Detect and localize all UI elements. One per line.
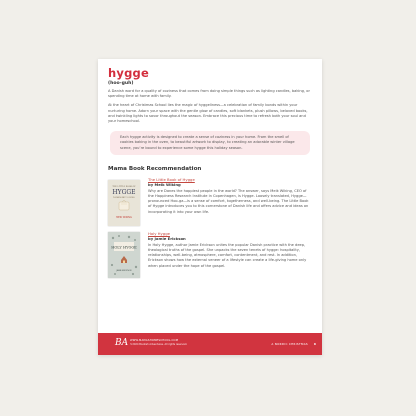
book-description: In Holy Hygge, author Jamie Erickson unites the popular Danish practice with the deep, theological truths of the gospel. She unpacks the seven tenets of hygge: hospitality, relationships, well-being, atmosphere, comfort, contentment, and rest. In addition, Erickson shows how the external veneer of a lifestyle can create a life-giving home only when placed under the hope of the gospel.	[148, 242, 307, 268]
cover-author-text: MEIK WIKING	[116, 215, 132, 219]
cover-subtitle-text: THE DANISH WAY TO LIVE WELL	[112, 197, 136, 199]
cover-top-text: THE LITTLE BOOK OF	[112, 185, 136, 188]
book-cover-image	[108, 232, 140, 278]
book-author: by Jamie Erickson	[148, 235, 186, 241]
book-entry	[108, 177, 312, 226]
page-number: 6	[313, 341, 316, 346]
document-page	[98, 59, 322, 355]
brand-logo: BA	[115, 338, 129, 348]
cover-title-text: HYGGE	[112, 188, 136, 196]
book-title-link[interactable]: Holy Hygge	[148, 230, 170, 236]
book-description: Why are Danes the happiest people in the world? The answer, says Meik Wiking, CEO of the Happiness Research Institute in Copenhagen, is Hygge. Loosely translated, Hygge—pronounced Hoo-ga—is a sense of comfort, togetherness, and well-being. The Little Book of Hygge introduces you to this cornerstone of Danish life and offers advice and ideas on incorporating it into your own life.	[148, 188, 309, 214]
definition-paragraph: A Danish word for a quality of coziness that comes from doing simple things such as lighting candles, baking, or spending time at home with family.	[108, 89, 310, 99]
cover-title-text: HOLY HYGGE	[111, 245, 137, 250]
footer-copyright: ©2024 Bookish Adventures. All rights reserved.	[130, 342, 188, 346]
book-cover-art	[108, 180, 140, 226]
recommendation-heading: Mama Book Recommendation	[108, 165, 202, 172]
book-author: by Meik Wiking	[148, 181, 181, 187]
page-content	[108, 66, 312, 278]
footer-website[interactable]: WWW.MAMASHOMESCHOOL.COM	[130, 339, 179, 342]
phonetic-pronunciation: (hoo-guh)	[108, 81, 134, 86]
page-title: hygge	[108, 66, 149, 80]
intro-paragraph: At the heart of Christmas School lies the magic of hyggeliness—a celebration of family bonds within your nurturing home. Adorn your space with the gentle glow of candles, soft blankets, plush pillows, beloved books, and twinkling lights to savor throughout the season. Embrace this precious time to refresh both your soul and your homeschool.	[108, 103, 308, 124]
activity-callout: Each hygge activity is designed to create a sense of coziness in your home. From the smell of cookies baking in the oven, to beautiful artwork to display, to creating an adorable winter village scene, you’re bound to experience some hygge this holiday season.	[110, 131, 310, 155]
book-cover-image	[108, 180, 140, 226]
footer-meta	[130, 339, 187, 346]
book-entry	[108, 231, 312, 278]
cover-author-text: JAMIE ERICKSON	[116, 269, 132, 272]
book-info	[148, 177, 312, 226]
book-title-link[interactable]: The Little Book of Hygge	[148, 176, 195, 182]
book-cover-art	[108, 232, 140, 278]
book-info	[148, 231, 312, 278]
footer-section-title: A NORDIC CHRISTMAS	[271, 342, 308, 346]
page-footer	[98, 333, 322, 355]
